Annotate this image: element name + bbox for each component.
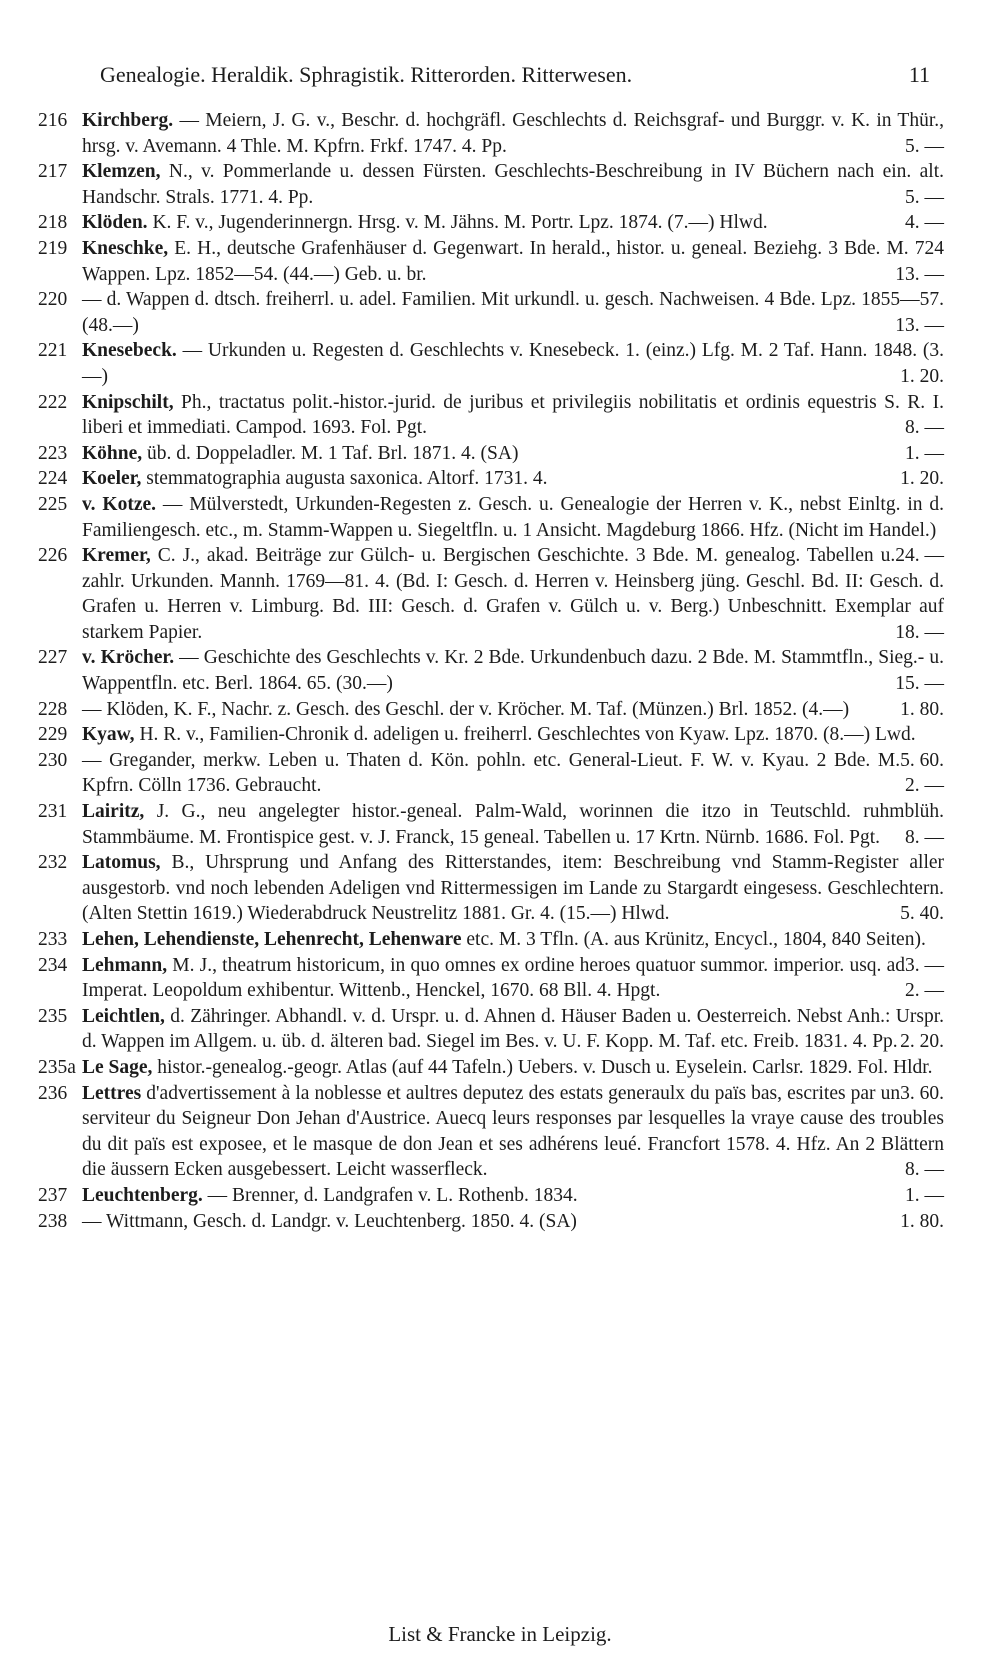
catalog-entry: [0, 1183, 1000, 1209]
entry-price: 5. —: [905, 186, 944, 208]
publisher-footer: List & Francke in Leipzig.: [388, 1622, 612, 1646]
entry-description: d. Zähringer. Abhandl. v. d. Urspr. u. d. Ahnen d. Häuser Baden u. Oesterreich. Nebst Anh.: Urspr. d. Wappen im Allgem. u. üb. d. älteren bad. Siegel im Bes. v. U. F. Kopp. M. Taf. etc. Freib. 1831. 4. Pp.: [82, 1005, 945, 1053]
entry-price: 1. 80.: [900, 1210, 944, 1232]
entry-number: 230: [38, 749, 68, 771]
entry-text: [82, 748, 944, 799]
entry-number: 218: [38, 212, 68, 234]
entry-text: [82, 466, 944, 492]
entry-price: 1. —: [905, 1184, 944, 1206]
entry-heading: Lehmann,: [82, 954, 168, 976]
entry-price: 8. —: [905, 417, 944, 439]
entry-text: [82, 159, 944, 210]
entry-description: etc. M. 3 Tfln. (A. aus Krünitz, Encycl., 1804, 840 Seiten).: [466, 929, 926, 950]
entry-heading: Knesebeck.: [82, 340, 177, 362]
entry-price: 1. —: [905, 442, 944, 464]
entry-price: 8. —: [905, 1159, 944, 1181]
catalog-entry: [0, 287, 1000, 338]
entry-text: [82, 1209, 944, 1235]
catalog-entry: [0, 953, 1000, 1004]
entry-number: 234: [38, 954, 68, 976]
entry-number: 231: [38, 801, 68, 823]
catalog-entry: [0, 1209, 1000, 1235]
entry-text: [82, 722, 944, 771]
catalog-entry: [0, 159, 1000, 210]
entry-text: [82, 108, 944, 159]
entry-price: 15. —: [895, 673, 944, 695]
entry-text: [82, 287, 944, 338]
entry-number: 235: [38, 1005, 68, 1027]
entry-heading: Kyaw,: [82, 724, 135, 746]
entry-price: 3. 60.: [900, 1082, 944, 1104]
entry-description: J. G., neu angelegter histor.-geneal. Palm-Wald, worinnen die itzo in Teutschld. ruhmblüh. Stammbäume. M. Frontispice gest. v. J. Franck, 15 geneal. Tabellen u. 17 Krtn. Nürnb. 1686. Fol. Pgt.: [82, 801, 944, 848]
entry-heading: Köhne,: [82, 442, 143, 464]
entry-text: [82, 953, 944, 1004]
entry-text: [82, 645, 944, 696]
entry-description: — Geschichte des Geschlechts v. Kr. 2 Bde. Urkundenbuch dazu. 2 Bde. M. Stammtfln., Sieg.- u. Wappentfln. etc. Berl. 1864. 65. (30.—): [82, 647, 944, 695]
entry-number: 221: [38, 340, 68, 362]
entry-heading: Klöden.: [82, 212, 148, 234]
catalog-entries: [0, 108, 1000, 1234]
catalog-entry: [0, 441, 1000, 467]
entry-number: 237: [38, 1184, 68, 1206]
entry-number: 236: [38, 1082, 68, 1104]
catalog-entry: [0, 850, 1000, 927]
entry-text: [82, 1081, 944, 1183]
page-number: 11: [908, 62, 930, 87]
entry-description: C. J., akad. Beiträge zur Gülch- u. Bergischen Geschichte. 3 Bde. M. genealog. Tabellen u. zahlr. Urkunden. Mannh. 1769—81. 4. (Bd. I: Gesch. d. Herren v. Heinsberg jüng. Geschl. Bd. II: Gesch. d. Grafen u. Herren v. Limburg. Bd. III: Gesch. d. Grafen v. Gülch u. v. Berg.) Unbeschnitt. Exemplar auf starkem Papier.: [82, 545, 944, 643]
catalog-entry: [0, 338, 1000, 389]
entry-heading: v. Kotze.: [82, 493, 157, 515]
entry-description: d'advertissement à la noblesse et aultres deputez des estats generaulx du païs bas, escrites par un serviteur du Seigneur Don Jehan d'Austrice. Auecq leurs responses par lesquelles la vraye cause des troubles du dit païs est exposee, et le masque de don Jean et ses adhérens leué. Francfort 1578. 4. Hfz. An 2 Blättern die äussern Ecken ausgebessert. Leicht wasserfleck.: [82, 1082, 944, 1181]
catalog-entry: [0, 645, 1000, 696]
entry-text: [82, 697, 944, 723]
entry-heading: Lettres: [82, 1082, 142, 1104]
entry-description: — Urkunden u. Regesten d. Geschlechts v. Knesebeck. 1. (einz.) Lfg. M. 2 Taf. Hann. 1848. (3.—): [82, 340, 945, 387]
entry-description: — Wittmann, Gesch. d. Landgr. v. Leuchtenberg. 1850. 4. (SA): [82, 1210, 577, 1232]
entry-description: M. J., theatrum historicum, in quo omnes ex ordine heroes quatuor summor. imperior. usq. ad Imperat. Leopoldum exhibentur. Wittenb., Henckel, 1670. 68 Bll. 4. Hpgt.: [82, 954, 905, 1002]
entry-heading: Latomus,: [82, 852, 161, 874]
entry-number: 223: [38, 442, 68, 464]
entry-number: 235a: [38, 1056, 76, 1078]
entry-number: 229: [38, 724, 68, 746]
entry-price: 3. —: [905, 954, 944, 976]
entry-description: Ph., tractatus polit.-histor.-jurid. de juribus et privilegiis nobilitatis et ordinis equestris S. R. I. liberi et immediati. Campod. 1693. Fol. Pgt.: [82, 391, 945, 439]
entry-price: 5. 40.: [900, 903, 944, 925]
catalog-entry: [0, 236, 1000, 287]
entry-text: [82, 236, 944, 287]
catalog-entry: [0, 1081, 1000, 1183]
entry-description: histor.-genealog.-geogr. Atlas (auf 44 Tafeln.) Uebers. v. Dusch u. Eyselein. Carlsr. 1829. Fol. Hldr.: [157, 1056, 933, 1078]
entry-price: 1. 20.: [900, 468, 944, 490]
entry-number: 227: [38, 647, 68, 669]
running-title: Genealogie. Heraldik. Sphragistik. Ritterorden. Ritterwesen.: [100, 62, 633, 87]
catalog-entry: [0, 466, 1000, 492]
entry-number: 226: [38, 545, 68, 567]
entry-price: 18. —: [895, 621, 944, 643]
entry-heading: Lehen, Lehendienste, Lehenrecht, Lehenware: [82, 929, 462, 950]
entry-text: [82, 338, 944, 389]
entry-number: 228: [38, 698, 68, 720]
entry-price: 5. 60.: [900, 749, 944, 771]
entry-number: 222: [38, 391, 68, 413]
catalog-entry: [0, 799, 1000, 850]
catalog-entry: [0, 697, 1000, 723]
entry-heading: Koeler,: [82, 468, 142, 490]
entry-heading: Knipschilt,: [82, 391, 174, 413]
entry-heading: Lairitz,: [82, 801, 145, 823]
entry-description: — Gregander, merkw. Leben u. Thaten d. Kön. pohln. etc. General-Lieut. F. W. v. Kyau. 2 Bde. M. Kpfrn. Cölln 1736. Gebraucht.: [82, 749, 901, 797]
entry-text: [82, 543, 944, 645]
entry-price: 1. 20.: [900, 365, 944, 387]
entry-price: 13. —: [895, 263, 944, 285]
entry-price: 8. —: [905, 826, 944, 848]
entry-price: 2. 20.: [900, 1031, 944, 1053]
entry-text: [82, 1004, 944, 1055]
entry-heading: Kneschke,: [82, 237, 169, 259]
entry-number: 225: [38, 493, 68, 515]
entry-description: — Mülverstedt, Urkunden-Regesten z. Gesch. u. Genealogie der Herren v. K., nebst Einltg. in d. Familiengesch. etc., m. Stamm-Wappen u. Siegeltfln. u. 1 Ansicht. Magdeburg 1866. Hfz. (Nicht im Handel.): [82, 493, 945, 541]
entry-text: [82, 210, 944, 236]
entry-number: 217: [38, 161, 68, 183]
entry-description: E. H., deutsche Grafenhäuser d. Gegenwart. In herald., histor. u. geneal. Beziehg. 3 Bde. M. 724 Wappen. Lpz. 1852—54. (44.—) Geb. u. br.: [82, 237, 945, 285]
entry-price: 4. —: [905, 212, 944, 234]
entry-text: [82, 1183, 944, 1209]
entry-price: 1. 80.: [900, 698, 944, 720]
entry-number: 220: [38, 289, 68, 311]
entry-description: N., v. Pommerlande u. dessen Fürsten. Geschlechts-Beschreibung in IV Büchern nach ein. alt. Handschr. Strals. 1771. 4. Pp.: [82, 161, 945, 208]
entry-number: 216: [38, 110, 68, 131]
entry-text: [82, 441, 944, 467]
catalog-entry: [0, 1004, 1000, 1055]
entry-heading: v. Kröcher.: [82, 647, 175, 669]
entry-description: — Meiern, J. G. v., Beschr. d. hochgräfl. Geschlechts d. Reichsgraf- und Burggr. v. K. in Thür., hrsg. v. Avemann. 4 Thle. M. Kpfrn. Frkf. 1747. 4. Pp.: [82, 110, 945, 157]
entry-description: K. F. v., Jugenderinnergn. Hrsg. v. M. Jähns. M. Portr. Lpz. 1874. (7.—) Hlwd.: [152, 212, 768, 234]
entry-description: H. R. v., Familien-Chronik d. adeligen u. freiherrl. Geschlechtes von Kyaw. Lpz. 1870. (8.—) Lwd.: [139, 724, 916, 746]
catalog-entry: [0, 390, 1000, 441]
entry-price: 13. —: [895, 314, 944, 336]
catalog-entry: [0, 543, 1000, 645]
entry-heading: Leuchtenberg.: [82, 1184, 203, 1206]
entry-description: — Brenner, d. Landgrafen v. L. Rothenb. 1834.: [207, 1184, 578, 1206]
entry-heading: Kirchberg.: [82, 110, 174, 131]
entry-price: 24. —: [895, 545, 944, 567]
entry-heading: Klemzen,: [82, 161, 161, 183]
entry-number: 233: [38, 929, 68, 950]
entry-text: [82, 799, 944, 850]
entry-description: — Klöden, K. F., Nachr. z. Gesch. des Geschl. der v. Kröcher. M. Taf. (Münzen.) Brl. 1852. (4.—): [82, 698, 850, 720]
entry-text: [82, 390, 944, 441]
entry-heading: Kremer,: [82, 545, 151, 567]
entry-description: stemmatographia augusta saxonica. Altorf. 1731. 4.: [146, 468, 548, 490]
catalog-entry: [0, 210, 1000, 236]
entry-heading: Le Sage,: [82, 1056, 153, 1078]
entry-heading: Leichtlen,: [82, 1005, 165, 1027]
entry-price: 2. —: [905, 775, 944, 797]
entry-description: B., Uhrsprung und Anfang des Ritterstandes, item: Beschreibung vnd Stamm-Register aller ausgestorb. vnd noch lebenden Adeligen vnd Rittermessigen im Lande zu Stargardt eingesess. Geschlechtern. (Alten Stettin 1619.) Wiederabdruck Neustrelitz 1881. Gr. 4. (15.—) Hlwd.: [82, 852, 945, 925]
entry-price: 2. —: [905, 980, 944, 1002]
entry-number: 219: [38, 237, 68, 259]
entry-text: [82, 850, 944, 927]
entry-number: 238: [38, 1210, 68, 1232]
entry-number: 232: [38, 852, 68, 874]
entry-description: üb. d. Doppeladler. M. 1 Taf. Brl. 1871. 4. (SA): [147, 442, 519, 464]
entry-description: — d. Wappen d. dtsch. freiherrl. u. adel. Familien. Mit urkundl. u. gesch. Nachweisen. 4 Bde. Lpz. 1855—57. (48.—): [82, 289, 944, 336]
page-header: [100, 62, 930, 92]
entry-number: 224: [38, 468, 68, 490]
catalog-entry: [0, 748, 1000, 799]
catalog-entry: [0, 108, 1000, 159]
entry-price: 5. —: [905, 135, 944, 157]
